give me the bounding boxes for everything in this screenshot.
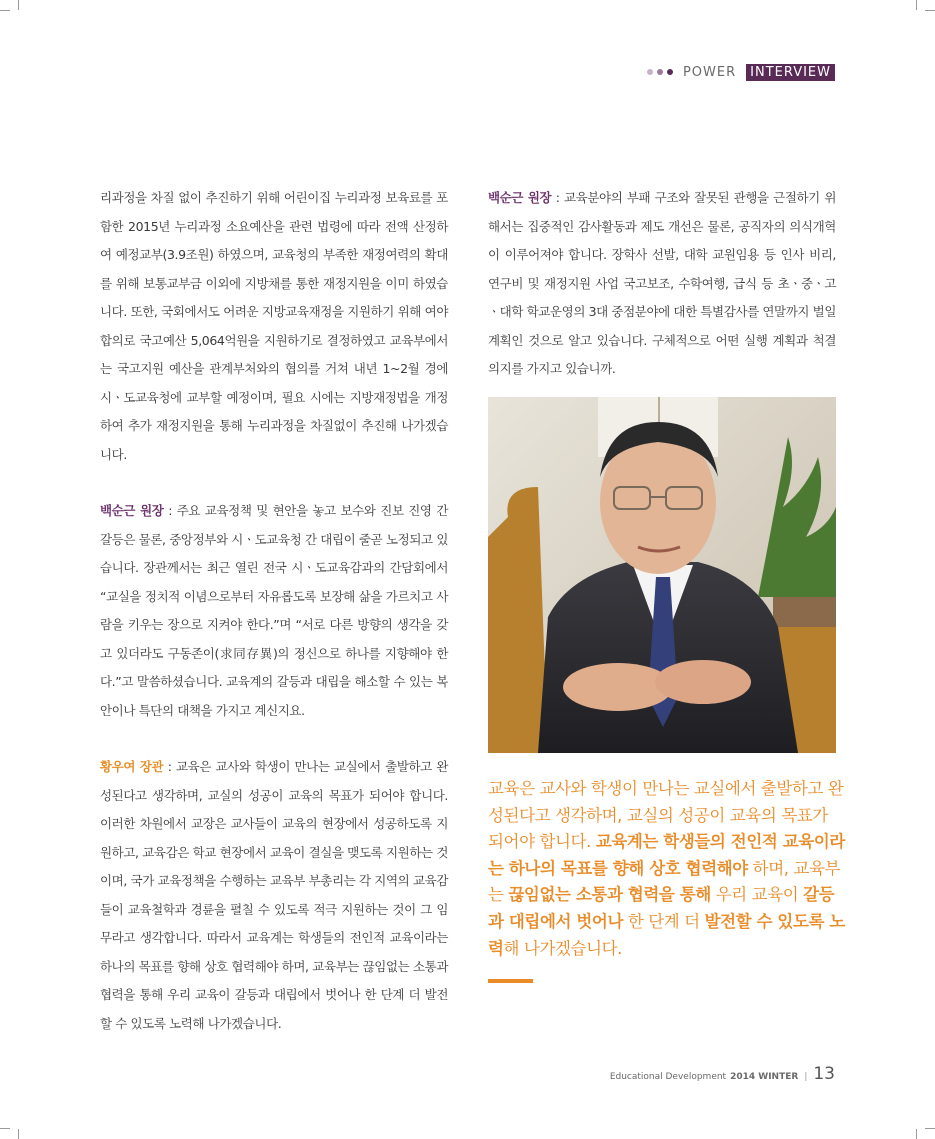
pull-quote	[488, 776, 848, 962]
paragraph-text: 리과정을 차질 없이 추진하기 위해 어린이집 누리과정 보육료를 포함한 2015년 누리과정 소요예산을 관련 법령에 따라 전액 산정하여 예정교부(3.9조원) 하였으며, 교육청의 부족한 재정여력의 확대를 위해 보통교부금 이외에 지방채를 통한 재정지원을 이미 하였습니다. 또한, 국회에서도 어려운 지방교육재정을 지원하기 위해 여야 합의로 국고예산 5,064억원을 지원하기로 결정하였고 교육부에서는 국고지원 예산을 관계부처와의 협의를 거쳐 내년 1~2월 경에 시ㆍ도교육청에 교부할 예정이며, 필요 시에는 지방재정법을 개정하여 추가 재정지원을 통해 누리과정을 차질없이 추진해 나가겠습니다.	[100, 190, 448, 462]
crop-mark	[916, 1129, 917, 1139]
header-power: POWER	[682, 64, 737, 80]
right-column	[488, 184, 836, 384]
quote-bold-text: 발전할 수 있도록 노력	[488, 911, 845, 958]
crop-mark	[18, 1129, 19, 1139]
quote-text: 해 나가겠습니다.	[503, 938, 623, 958]
paragraph	[100, 184, 448, 469]
crop-mark	[0, 1128, 10, 1129]
page-number: 13	[813, 1064, 835, 1084]
crop-mark	[925, 10, 935, 11]
left-column	[100, 184, 448, 1038]
interview-photo	[488, 397, 836, 753]
dot-icon	[647, 69, 653, 75]
speaker-name: 황우여 장관	[100, 759, 164, 774]
crop-mark	[0, 10, 10, 11]
quote-text: 한 단계 더	[623, 911, 705, 931]
paragraph	[100, 753, 448, 1038]
journal-name: Educational Development	[609, 1072, 727, 1082]
dot-icon	[667, 69, 673, 75]
crop-mark	[18, 0, 19, 10]
speaker-name: 백순근 원장	[100, 503, 164, 518]
quote-text: 우리 교육이	[710, 885, 804, 905]
header-interview: INTERVIEW	[746, 64, 835, 81]
quote-bold-text: 갈등과 대립에서 벗어나	[488, 885, 835, 931]
quote-bold-text: 교육계는 학생들의 전인적 교육이라는 하나의 목표를 향해 상호 협력해야	[488, 832, 845, 878]
section-header	[647, 63, 835, 81]
crop-mark	[916, 0, 917, 10]
quote-divider	[488, 979, 533, 983]
dot-icon	[657, 69, 663, 75]
issue-label: 2014 WINTER	[730, 1072, 799, 1082]
footer-separator: |	[804, 1072, 808, 1082]
quote-bold-text: 끊임없는 소통과 협력을 통해	[508, 885, 711, 905]
page-footer	[610, 1064, 835, 1084]
paragraph	[488, 184, 836, 384]
speaker-name: 백순근 원장	[488, 190, 552, 205]
quote-text: 교육은 교사와 학생이 만나는 교실에서 출발하고 완성된다고 생각하며, 교실의 성공이 교육의 목표가 되어야 합니다.	[488, 779, 844, 852]
quote-text: 하며, 교육부는	[488, 858, 841, 905]
paragraph-text: : 교육분야의 부패 구조와 잘못된 관행을 근절하기 위해서는 집중적인 감사활동과 제도 개선은 물론, 공직자의 의식개혁이 이루어져야 합니다. 장학사 선발, 대학 교원임용 등 인사 비리, 연구비 및 재정지원 사업 국고보조, 수학여행, 급식 등 초ㆍ중ㆍ고ㆍ대학 학교운영의 3대 중점분야에 대한 특별감사를 연말까지 벌일 계획인 것으로 알고 있습니다. 구체적으로 어떤 실행 계획과 척결 의지를 가지고 있습니까.	[488, 190, 837, 376]
paragraph-text: : 주요 교육정책 및 현안을 놓고 보수와 진보 진영 간 갈등은 물론, 중앙정부와 시ㆍ도교육청 간 대립이 줄곧 노정되고 있습니다. 장관께서는 최근 열린 전국 시ㆍ도교육감과의 간담회에서 “교실을 정치적 이념으로부터 자유롭도록 보장해 삶을 가르치고 사람을 키우는 장으로 지켜야 한다.”며 “서로 다른 방향의 생각을 갖고 있더라도 구동존이(求同存異)의 정신으로 하나를 지향해야 한다.”고 말씀하셨습니다. 교육계의 갈등과 대립을 해소할 수 있는 복안이나 특단의 대책을 가지고 계신지요.	[100, 503, 449, 718]
paragraph-text: : 교육은 교사와 학생이 만나는 교실에서 출발하고 완성된다고 생각하며, 교실의 성공이 교육의 목표가 되어야 합니다. 이러한 차원에서 교장은 교사들이 교육의 현장에서 성공하도록 지원하고, 교육감은 학교 현장에서 교육이 결실을 맺도록 지원하는 것이며, 국가 교육정책을 수행하는 교육부 부총리는 각 지역의 교육감들이 교육철학과 경륜을 펼칠 수 있도록 적극 지원하는 것이 그 임무라고 생각합니다. 따라서 교육계는 학생들의 전인적 교육이라는 하나의 목표를 향해 상호 협력해야 하며, 교육부는 끊임없는 소통과 협력을 통해 우리 교육이 갈등과 대립에서 벗어나 한 단계 더 발전할 수 있도록 노력해 나가겠습니다.	[100, 759, 449, 1031]
paragraph	[100, 497, 448, 725]
crop-mark	[925, 1128, 935, 1129]
